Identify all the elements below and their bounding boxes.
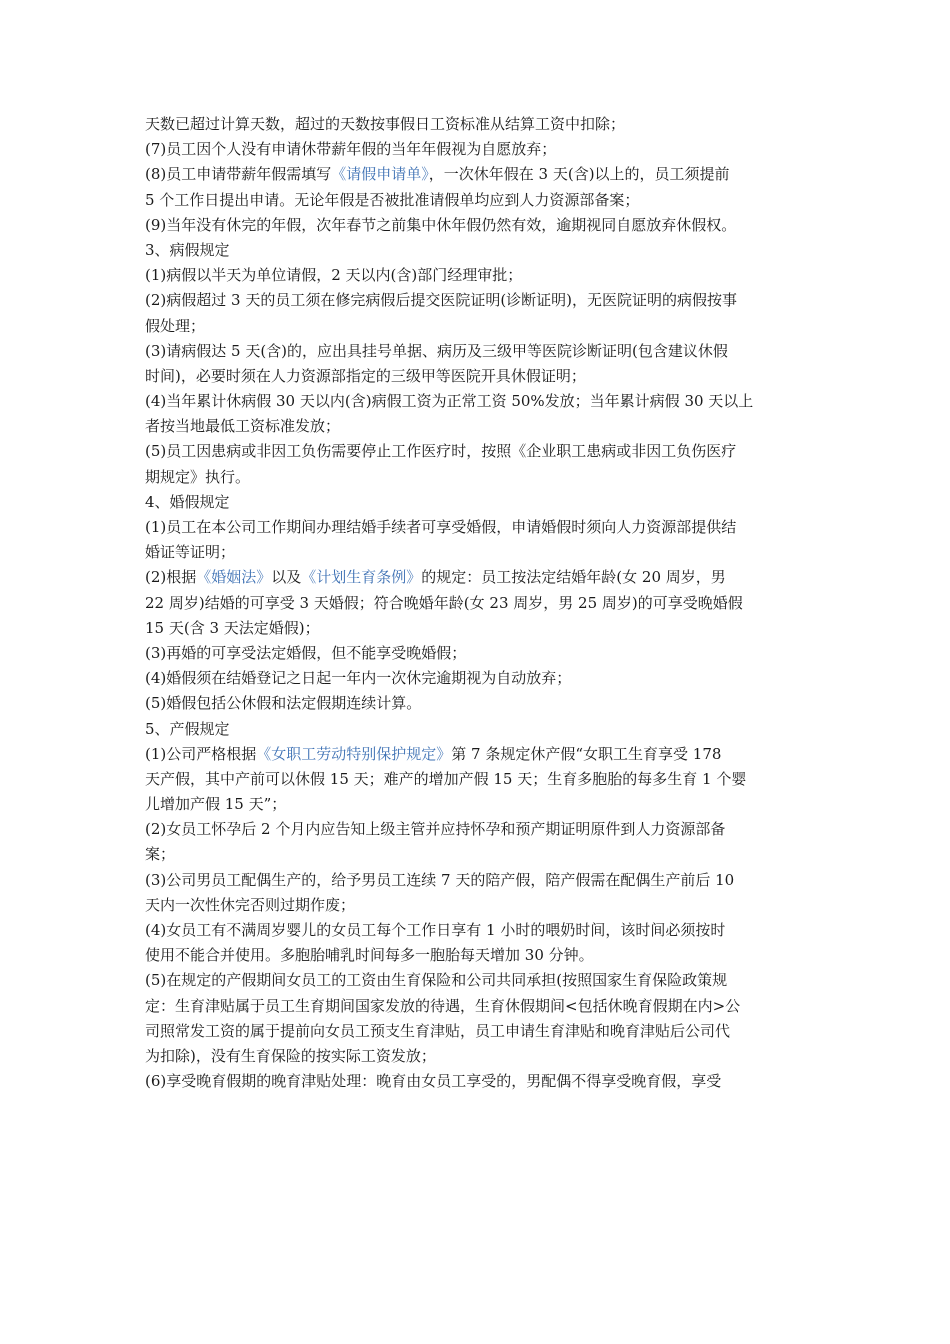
text-segment: (5)婚假包括公休假和法定假期连续计算。 [145, 694, 422, 713]
text-segment: 以及 [271, 568, 302, 587]
text-line [145, 717, 810, 742]
text-segment: (2)女员工怀孕后 2 个月内应告知上级主管并应持怀孕和预产期证明原件到人力资源部备 [145, 820, 726, 839]
text-line [145, 591, 810, 616]
text-line [145, 842, 810, 867]
text-line [145, 137, 810, 162]
text-line [145, 817, 810, 842]
text-segment: (4)当年累计休病假 30 天以内(含)病假工资为正常工资 50%发放；当年累计病假 30 天以上 [145, 392, 754, 411]
document-link[interactable]: 《计划生育条例》 [301, 568, 422, 587]
text-line [145, 767, 810, 792]
text-line [145, 1019, 810, 1044]
text-segment: 4、婚假规定 [145, 492, 230, 511]
text-segment: (7)员工因个人没有申请休带薪年假的当年年假视为自愿放弃； [145, 140, 557, 159]
text-line [145, 112, 810, 137]
text-line [145, 918, 810, 943]
text-line [145, 565, 810, 590]
text-segment: 天内一次性休完否则过期作废； [145, 895, 356, 914]
text-segment: (3)请病假达 5 天(含)的，应出具挂号单据、病历及三级甲等医院诊断证明(包含建议休假 [145, 341, 728, 360]
text-segment: (1)员工在本公司工作期间办理结婚手续者可享受婚假，申请婚假时须向人力资源部提供结 [145, 518, 737, 536]
text-line [145, 263, 810, 288]
document-link[interactable]: 《女职工劳动特别保护规定》 [256, 744, 452, 763]
document-page [145, 112, 810, 1094]
text-segment: 者按当地最低工资标准发放； [145, 417, 341, 436]
text-segment: (9)当年没有休完的年假，次年春节之前集中休年假仍然有效，逾期视同自愿放弃休假权。 [145, 215, 737, 234]
text-segment: (4)女员工有不满周岁婴儿的女员工每个工作日享有 1 小时的喂奶时间，该时间必须按时 [145, 921, 726, 939]
text-line [145, 868, 810, 893]
text-segment: (4)婚假须在结婚登记之日起一年内一次休完逾期视为自动放弃； [145, 669, 572, 688]
text-segment: (1)病假以半天为单位请假，2 天以内(含)部门经理审批； [145, 266, 523, 285]
text-line [145, 339, 810, 364]
text-line [145, 439, 810, 464]
text-segment: 期规定》执行。 [145, 467, 251, 486]
text-line [145, 465, 810, 490]
text-line [145, 742, 810, 767]
text-line [145, 364, 810, 389]
text-segment: 第 7 条规定休产假“女职工生育享受 178 [451, 744, 722, 763]
text-line [145, 792, 810, 817]
text-segment: (3)公司男员工配偶生产的，给予男员工连续 7 天的陪产假，陪产假需在配偶生产前后 10 [145, 870, 735, 889]
text-segment: 22 周岁)结婚的可享受 3 天婚假；符合晚婚年龄(女 23 周岁，男 25 周岁)的可享受晚婚假 [145, 593, 743, 612]
text-segment: 假处理； [145, 316, 206, 335]
text-line [145, 666, 810, 691]
text-segment: 为扣除)，没有生育保险的按实际工资发放； [145, 1046, 436, 1065]
text-line [145, 414, 810, 439]
text-line [145, 515, 810, 540]
text-line [145, 893, 810, 918]
text-line [145, 188, 810, 213]
document-link[interactable]: 《请假申请单》 [331, 165, 429, 184]
text-line [145, 968, 810, 993]
text-segment: 时间)，必要时须在人力资源部指定的三级甲等医院开具休假证明； [145, 366, 586, 385]
text-line [145, 994, 810, 1019]
text-segment: ，一次休年假在 3 天(含)以上的，员工须提前 [428, 165, 730, 184]
text-segment: (3)再婚的可享受法定婚假，但不能享受晚婚假； [145, 643, 467, 662]
text-segment: (2)根据 [145, 568, 197, 587]
text-segment: 15 天(含 3 天法定婚假)； [145, 618, 320, 637]
text-line [145, 540, 810, 565]
text-segment: (8)员工申请带薪年假需填写 [145, 165, 332, 184]
text-segment: 的规定：员工按法定结婚年龄(女 20 周岁，男 [421, 568, 726, 587]
text-line [145, 238, 810, 263]
document-link[interactable]: 《婚姻法》 [196, 568, 272, 587]
text-segment: 3、病假规定 [145, 240, 230, 259]
text-line [145, 162, 810, 187]
text-segment: 使用不能合并使用。多胞胎哺乳时间每多一胞胎每天增加 30 分钟。 [145, 946, 594, 965]
text-line [145, 288, 810, 313]
text-segment: 定：生育津贴属于员工生育期间国家发放的待遇，生育休假期间<包括休晚育假期在内>公 [145, 996, 741, 1015]
text-segment: 5、产假规定 [145, 719, 230, 738]
text-line [145, 314, 810, 339]
text-segment: 案； [145, 845, 176, 864]
text-line [145, 213, 810, 238]
text-line [145, 641, 810, 666]
text-line [145, 389, 810, 414]
text-segment: 司照常发工资的属于提前向女员工预支生育津贴，员工申请生育津贴和晚育津贴后公司代 [145, 1021, 731, 1040]
text-segment: 婚证等证明； [145, 543, 236, 562]
text-line [145, 1044, 810, 1069]
text-line [145, 943, 810, 968]
text-segment: (2)病假超过 3 天的员工须在修完病假后提交医院证明(诊断证明)，无医院证明的病假按事 [145, 291, 738, 310]
text-line [145, 616, 810, 641]
text-segment: (6)享受晚育假期的晚育津贴处理：晚育由女员工享受的，男配偶不得享受晚育假，享受 [145, 1072, 722, 1091]
text-segment: 5 个工作日提出申请。无论年假是否被批准请假单均应到人力资源部备案； [145, 190, 640, 209]
text-line [145, 490, 810, 515]
text-segment: (1)公司严格根据 [145, 744, 257, 763]
text-line [145, 1069, 810, 1094]
text-line [145, 691, 810, 716]
text-segment: 儿增加产假 15 天”； [145, 795, 287, 814]
text-segment: (5)在规定的产假期间女员工的工资由生育保险和公司共同承担(按照国家生育保险政策规 [145, 971, 728, 990]
text-segment: 天产假，其中产前可以休假 15 天；难产的增加产假 15 天；生育多胞胎的每多生育 1 个婴 [145, 769, 747, 788]
text-segment: 天数已超过计算天数，超过的天数按事假日工资标准从结算工资中扣除； [145, 115, 626, 133]
text-segment: (5)员工因患病或非因工负伤需要停止工作医疗时，按照《企业职工患病或非因工负伤医疗 [145, 442, 737, 461]
